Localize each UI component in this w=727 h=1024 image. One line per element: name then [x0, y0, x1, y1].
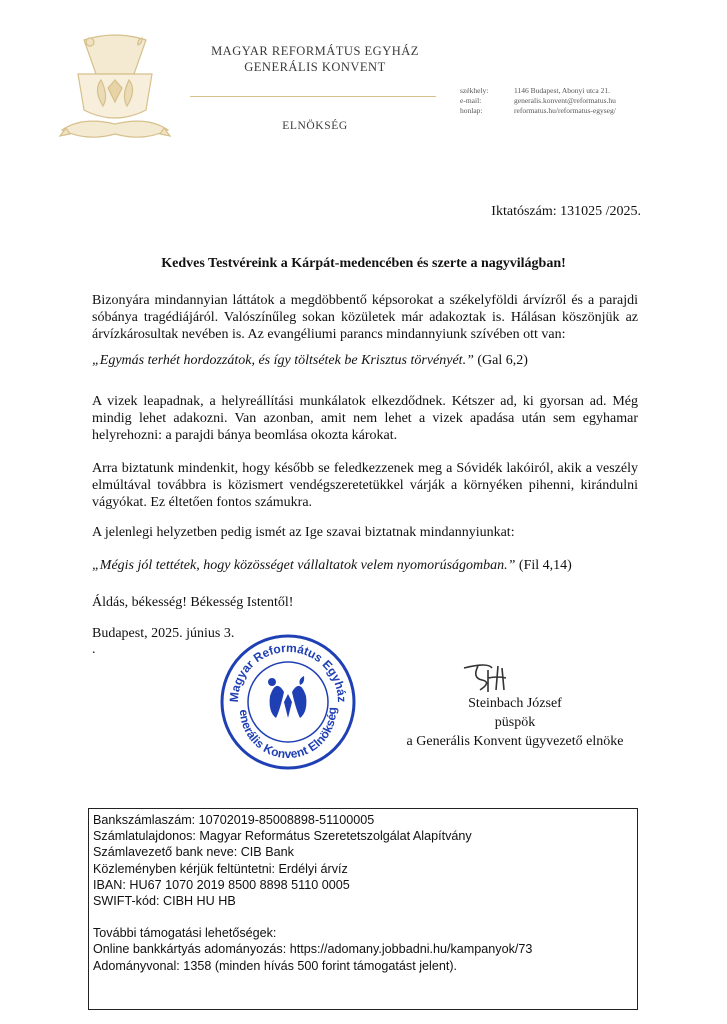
quote-1 — [92, 352, 638, 369]
contact-row-email — [460, 96, 616, 106]
paragraph-2: A vizek leapadnak, a helyreállítási munkálatok elkezdődnek. Kétszer ad, ki gyorsan ad. Még mindig lehet adakozni. Van azonban, amit nem lehet a vizek apadása után sem egyhamar helyrehozni: a parajdi bánya beomlása okozta károkat. — [92, 394, 638, 443]
contact-value: reformatus.hu/reformatus-egyseg/ — [514, 106, 616, 115]
unit-name: ELNÖKSÉG — [282, 120, 348, 132]
quote-2-reference: (Fil 4,14) — [515, 558, 572, 573]
signer-block — [392, 694, 638, 751]
other-options-title: További támogatási lehetőségek: — [93, 926, 277, 941]
stray-dot: . — [92, 642, 96, 657]
org-name-line2: GENERÁLIS KONVENT — [244, 60, 386, 74]
bank-iban: IBAN: HU67 1070 2019 8500 8898 5110 0005 — [93, 877, 350, 892]
contact-label: honlap: — [460, 106, 483, 115]
place-date: Budapest, 2025. június 3. — [92, 626, 235, 641]
contact-row-website — [460, 106, 616, 116]
donation-phone-line: Adományvonal: 1358 (minden hívás 500 forint támogatást jelent). — [93, 958, 458, 973]
bank-name: Számlavezető bank neve: CIB Bank — [93, 845, 294, 860]
official-seal-stamp — [218, 632, 358, 772]
quote-1-text: „Egymás terhét hordozzátok, és így töltsétek be Krisztus törvényét.” — [92, 353, 474, 368]
salutation: Kedves Testvéreink a Kárpát-medencében és szerte a nagyvilágban! — [161, 256, 566, 271]
contact-block — [460, 86, 616, 116]
signer-name: Steinbach József — [468, 696, 562, 711]
blessing: Áldás, békesség! Békesség Istentől! — [92, 595, 294, 610]
online-donation: Online bankkártyás adományozás: https://adomany.jobbadni.hu/kampanyok/73 — [93, 942, 533, 957]
contact-value: generalis.konvent@reformatus.hu — [514, 96, 616, 105]
paragraph-4: A jelenlegi helyzetben pedig ismét az Ige szavai biztatnak mindannyiunkat: — [92, 525, 515, 540]
header-divider — [190, 96, 436, 97]
contact-label: székhely: — [460, 86, 489, 95]
bank-swift: SWIFT-kód: CIBH HU HB — [93, 894, 236, 909]
signer-title: püspök — [494, 715, 536, 730]
quote-1-reference: (Gal 6,2) — [473, 353, 528, 368]
handwritten-signature — [458, 660, 518, 694]
contact-value: 1146 Budapest, Abonyi utca 21. — [514, 86, 610, 95]
reference-number: Iktatószám: 131025 /2025. — [491, 204, 641, 219]
paragraph-3: Arra biztatunk mindenkit, hogy később se feledkezzenek meg a Sóvidék lakóiról, akik a veszély elmúltával továbbra is közismert vendégszeretetükkel várják a környéken pihenni, kirándulni vágyókat. Ez éltetően fontos számukra. — [92, 461, 638, 510]
bank-holder: Számlatulajdonos: Magyar Református Szeretetszolgálat Alapítvány — [93, 829, 472, 844]
svg-text:Magyar Református Egyház: Magyar Református Egyház — [226, 640, 350, 703]
quote-2-text: „Mégis jól tettétek, hogy közösséget vállaltatok velem nyomorúságomban.” — [92, 558, 516, 573]
org-name-line1: MAGYAR REFORMÁTUS EGYHÁZ — [211, 44, 419, 58]
paragraph-1: Bizonyára mindannyian láttátok a megdöbbentő képsorokat a székelyföldi árvízről és a parajdi sóbánya tragédiájáról. Valószínűleg sokan közületek már adakoztak is. Hálásan köszönjük az árvízkárosultak nevében is. Az evangéliumi parancs mindannyiunk szívében ott van: — [92, 293, 638, 342]
contact-row-address — [460, 86, 616, 96]
svg-text:Generális Konvent Elnöksége: enerális Konvent Elnökség — [236, 706, 340, 762]
bank-memo: Közleményben kérjük feltüntetni: Erdélyi árvíz — [93, 861, 348, 876]
contact-label: e-mail: — [460, 96, 482, 105]
signer-role: a Generális Konvent ügyvezető elnöke — [406, 734, 624, 749]
church-crest-logo — [56, 30, 174, 148]
quote-2 — [92, 557, 638, 574]
bank-account: Bankszámlaszám: 10702019-85008898-51100005 — [93, 813, 375, 827]
spacer — [93, 909, 633, 925]
bank-details-box — [88, 808, 638, 1010]
